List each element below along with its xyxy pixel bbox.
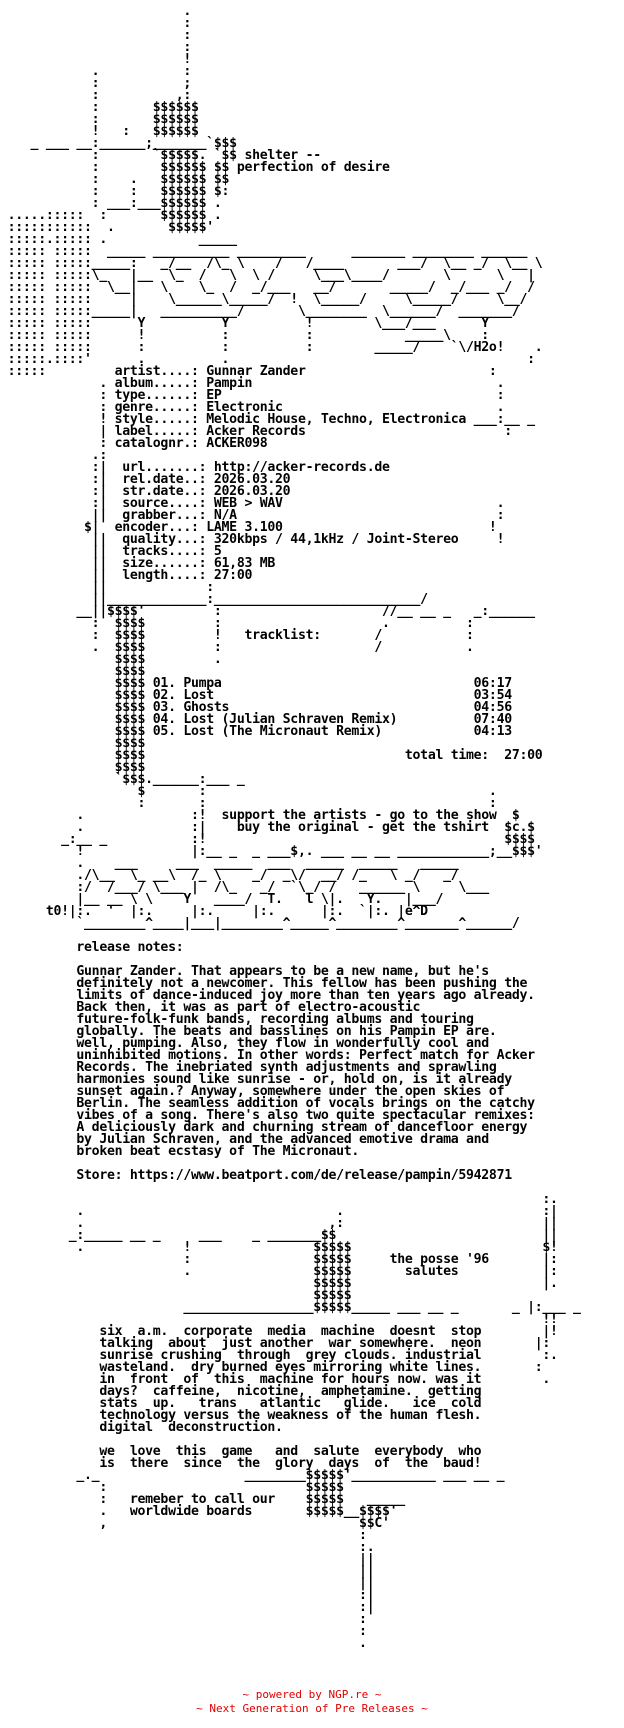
nfo-text: . : : : ! . : : ; : ,: : $$$$$$ : $$$$$$ ! : $$$$$$ _ ___ __:______;_______`$$$ : `$$$$$. `$$ shelter -- : $$$$$$ $$ perfection of desire : . $$$$$$ $$ : : $$$$$$ $: : ___:___$$$$$$ . .....::::: : $$$$$$ . ::::::::::: . $$$$$' :::::.::::: . _____ ::::: ::::: _____ __________ _________ _______ ________ ______ ::::: :::::_____: _/__ /\_ \ / /____ ___/ \__ _/ \__ \ ::::: :::::\_ |__ \_ / \ \ / \___\____/ \ \ | ::::: ::::: \__| \ \_ / _/___ __/ _____/ _/___ _/ / ::::: ::::: | \______\_____/ ! \_____/ \_____/ \__/ ::::: :::::_____| __________/ \________ \______/ _______/ ::::: ::::: Y Y ! \___/___ Y ::::: ::::: ! : : _____\ : ::::: ::::: : : : _____/ `\/H2o! . :::::.::::' . . : ::::: artist....: Gunnar Zander : . album.....: Pampin . : type......: EP : : genre.....: Electronic . ! style.....: Melodic House, Techno, Electronica ___:__ _ | label.....: Acker Records : : catalognr.: ACKER098 .: :| url.......: http://acker-records.de :| rel.date..: 2026.03.20 :| str.date..: 2026.03.20 :| source....: WEB > WAV . || grabber...: N/A : $| encoder...: LAME 3.100 ! || quality...: 320kbps / 44,1kHz / Joint-Stereo ! || tracks....: 5 || size......: 61,83 MB || length....: 27:00 || : ||_____________:___________________________/ __||$$$$' : //__ __ _ _:______ : $$$$ : . : : $$$$ ! tracklist: / : . $$$$ : / . $$$$ . $$$$ $$$$ 01. Pumpa 06:17 $$$$ 02. Lost 03:54 $$$$ 03. Ghosts 04:56 $$$$ 04. Lost (Julian Schraven Remix) 07:40 $$$$ 05. Lost (The Micronaut Remix) 04:13 $$$$ $$$$ total time: 27:00 $$$$ `$$$.______:___ _ $ : . : : : . :! support the artists - go to the show $ . :| buy the original - get the tshirt $c.$ _:__ _ :! $$$$ ! |:__ _ _ ___$,. ___ __ __ ____________;__$$$' . ___ ___ _____ ___ _____ _____ _____ ./\__ \_ __\ /_ \ _/ _\/ __/ /_ \ _/ _/ :/ /___/ \___ | /\_ _/ `\_/ / ______ \ \___ |__ __ \ \ Y ____/ T. l \|. Y. |___/ t0!|:. ' |:. |:. |:. |:. `|:. |e^D `________^____|___|________^_____^________^_______^______/ release notes: Gunnar Zander. That appears to be a new name, but he's definitely not a newcomer. This fellow has been pushing the limits of dance-induced joy more than ten years ago already. Back then, it was as part of electro-acoustic future-folk-funk bands, recording albums and touring globally. The beats and basslines on his Pampin EP are. well, pumping. Also, they flow in wonderfully cool and uninhibited motions. In other words: Perfect match for Acker Records. The inebriated synth adjustments and sprawling harmonies sound like sunrise - or, hold on, is it already sunset again.? Anyway, somewhere under the open skies of Berlin. The seamless addition of vocals brings on the catchy vibes of a song. There's also two quite spectacular remixes: A deliciously dark and churning stream of dancefloor energy by Julian Schraven, and the advanced emotive drama and broken beat ecstasy of The Micronaut. Store: https://www.beatport.com/de/release/pampin/5942871 :. . . :| . ,: || _:_____ __ _ ___ _ _______$$ || . ! $$$$$ $! : $$$$$ the posse '96 |: . $$$$$ salutes |: $$$$$ |. $$$$$ _________________$$$$$_____ ___ __ _ _ |:___ _ !! six a.m. corporate media machine doesnt stop |! talking about just another war somewhere. neon |: sunrise crushing through grey clouds. industrial :. wasteland. dry burned eyes mirroring white lines. : in front of this machine for hours now. was it . days? caffeine, nicotine, amphetamine. getting stats up. trans atlantic glide. ice cold technology versus the weakness of the human flesh. digital deconstruction. we love this game and salute everybody who is there since the glory days of the baud! _._ ________$$$$$'___________ ___ __ _ : $$$$$ : remeber to call our $$$$$ _____ . worldwide boards $$$$$__$$$$' , $$C' : :. || || || :| :| : : . <box>7 4 581 1651</box>
footer-powered-by: ~ powered by NGP.re ~ <box>242 1688 382 1701</box>
footer-tagline: ~ Next Generation of Pre Releases ~ <box>196 1702 428 1715</box>
